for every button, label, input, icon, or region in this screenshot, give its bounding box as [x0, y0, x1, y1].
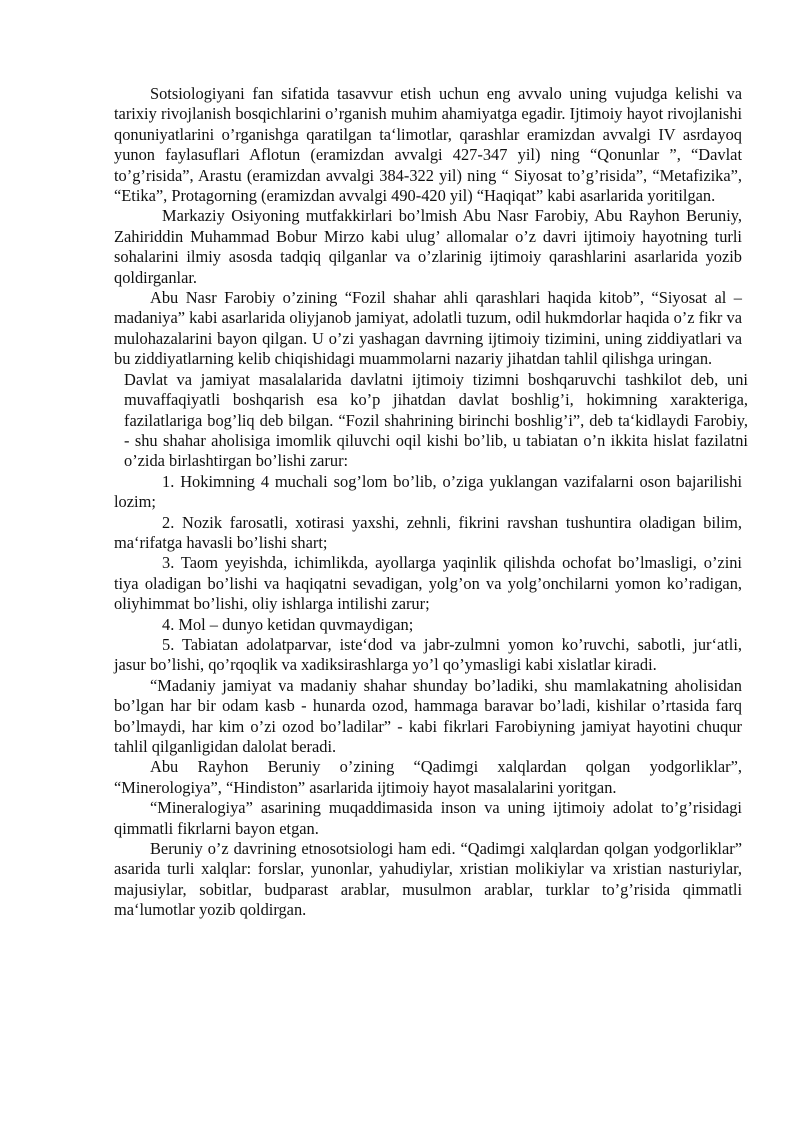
list-item-4: 4. Mol – dunyo ketidan quvmaydigan; — [162, 614, 414, 634]
paragraph-farobiy-works: Abu Nasr Farobiy o’zining “Fozil shahar ahli qarashlari haqida kitob”, “Siyosat al – madaniya” kabi asarlarida oliyjanob jamiyat, adolatli tuzum, odil hukmdorlar haqida o’z fikr va mulohazalarini bayon qilgan. U o’zi yashagan davrning ijtimoiy tizimini, uning ziddiyatlari va bu ziddiyatlarning kelib chiqishidagi muammolarni nazariy jihatdan tahlil qilishga uringan. — [114, 288, 742, 369]
paragraph-central-asian-thinkers: Markaziy Osiyoning mutfakkirlari bo’lmish Abu Nasr Farobiy, Abu Rayhon Beruniy, Zahiriddin Muhammad Bobur Mirzo kabi ulug’ allomalar o’z davri ijtimoiy hayotning turli sohalarini ilmiy asosda tadqiq qilganlar va o’zlarinig ijtimoiy qarashlarini asarlarida yozib qoldirganlar. — [114, 206, 742, 287]
document-page — [114, 84, 748, 921]
list-item-3: 3. Taom yeyishda, ichimlikda, ayollarga yaqinlik qilishda ochofat bo’lmasligi, o’zini tiya oladigan bo’lishi va haqiqatni sevadigan, yolg’on va yolg’onchilarni yomon ko’radigan, oliyhimmat bo’lishi, oliy ishlarga intilishi zarur; — [114, 553, 742, 614]
list-item-5: 5. Tabiatan adolatparvar, iste‘dod va jabr-zulmni yomon ko’ruvchi, sabotli, jur‘atli, jasur bo’lishi, qo’rqoqlik va xadiksirashlarga yo’l qo’ymasligi kabi xislatlar kiradi. — [114, 634, 742, 675]
list-item-2: 2. Nozik farosatli, xotirasi yaxshi, zehnli, fikrini ravshan tushuntira oladigan bilim, ma‘rifatga havasli bo’lishi shart; — [114, 512, 742, 552]
paragraph-mineralogiya: “Mineralogiya” asarining muqaddimasida inson va uning ijtimoiy adolat to’g’risidagi qimmatli fikrlarni bayon etgan. — [114, 798, 742, 838]
paragraph-farobiy-quote: “Madaniy jamiyat va madaniy shahar shunday bo’ladiki, shu mamlakatning aholisidan bo’lgan har bir odam kasb - hunarda ozod, hammaga baravar bo’ladi, kishilar o’rtasida farq bo’lmaydi, har kim o’zi ozod bo’ladilar” - kabi fikrlari Farobiyning jamiyat hayotini chuqur tahlil qilganligidan dalolat beradi. — [114, 675, 742, 756]
paragraph-farobiy-state: Davlat va jamiyat masalalarida davlatni ijtimoiy tizimni boshqaruvchi tashkilot deb, uni muvaffaqiyatli boshqarish esa ko’p jihatdan davlat boshlig’i, hokimning xarakteriga, fazilatlariga bog’liq deb bilgan. “Fozil shahrining birinchi boshlig’i”, deb ta‘kidlaydi Farobiy, - shu shahar aholisiga imomlik qiluvchi oqil kishi bo’lib, u tabiatan o’n ikkita hislat fazilatni o’zida birlashtirgan bo’lishi zarur: — [124, 369, 748, 471]
paragraph-beruniy-ethnosociology: Beruniy o’z davrining etnosotsiologi ham edi. “Qadimgi xalqlardan qolgan yodgorliklar” asarida turli xalqlar: forslar, yunonlar, yahudiylar, xristian molikiylar va xristian nasturiylar, majusiylar, sobitlar, budparast arablar, musulmon arablar, turklar to’g’risida qimmatli ma‘lumotlar yozib qoldirgan. — [114, 839, 742, 920]
list-item-1: 1. Hokimning 4 muchali sog’lom bo’lib, o’ziga yuklangan vazifalarni oson bajarilishi lozim; — [114, 471, 742, 512]
paragraph-history-of-sociology: Sotsiologiyani fan sifatida tasavvur etish uchun eng avvalo uning vujudga kelishi va tarixiy rivojlanish bosqichlarini o’rganish muhim ahamiyatga egadir. Ijtimoiy hayot rivojlanishi qonuniyatlarini o’rganishga qaratilgan ta‘limotlar, qarashlar eramizdan avvalgi IV asrdayoq yunon faylasuflari Aflotun (eramizdan avvalgi 427-347 yil) ning “Qonunlar ”, “Davlat to’g’risida”, Arastu (eramizdan avvalgi 384-322 yil) ning “ Siyosat to’g’risida”, “Metafizika”, “Etika”, Protagorning (eramizdan avvalgi 490-420 yil) “Haqiqat” kabi asarlarida yoritilgan. — [114, 84, 742, 206]
paragraph-beruniy-works: Abu Rayhon Beruniy o’zining “Qadimgi xalqlardan qolgan yodgorliklar”, “Minerologiya”, “Hindiston” asarlarida ijtimoiy hayot masalalarini yoritgan. — [114, 757, 742, 797]
